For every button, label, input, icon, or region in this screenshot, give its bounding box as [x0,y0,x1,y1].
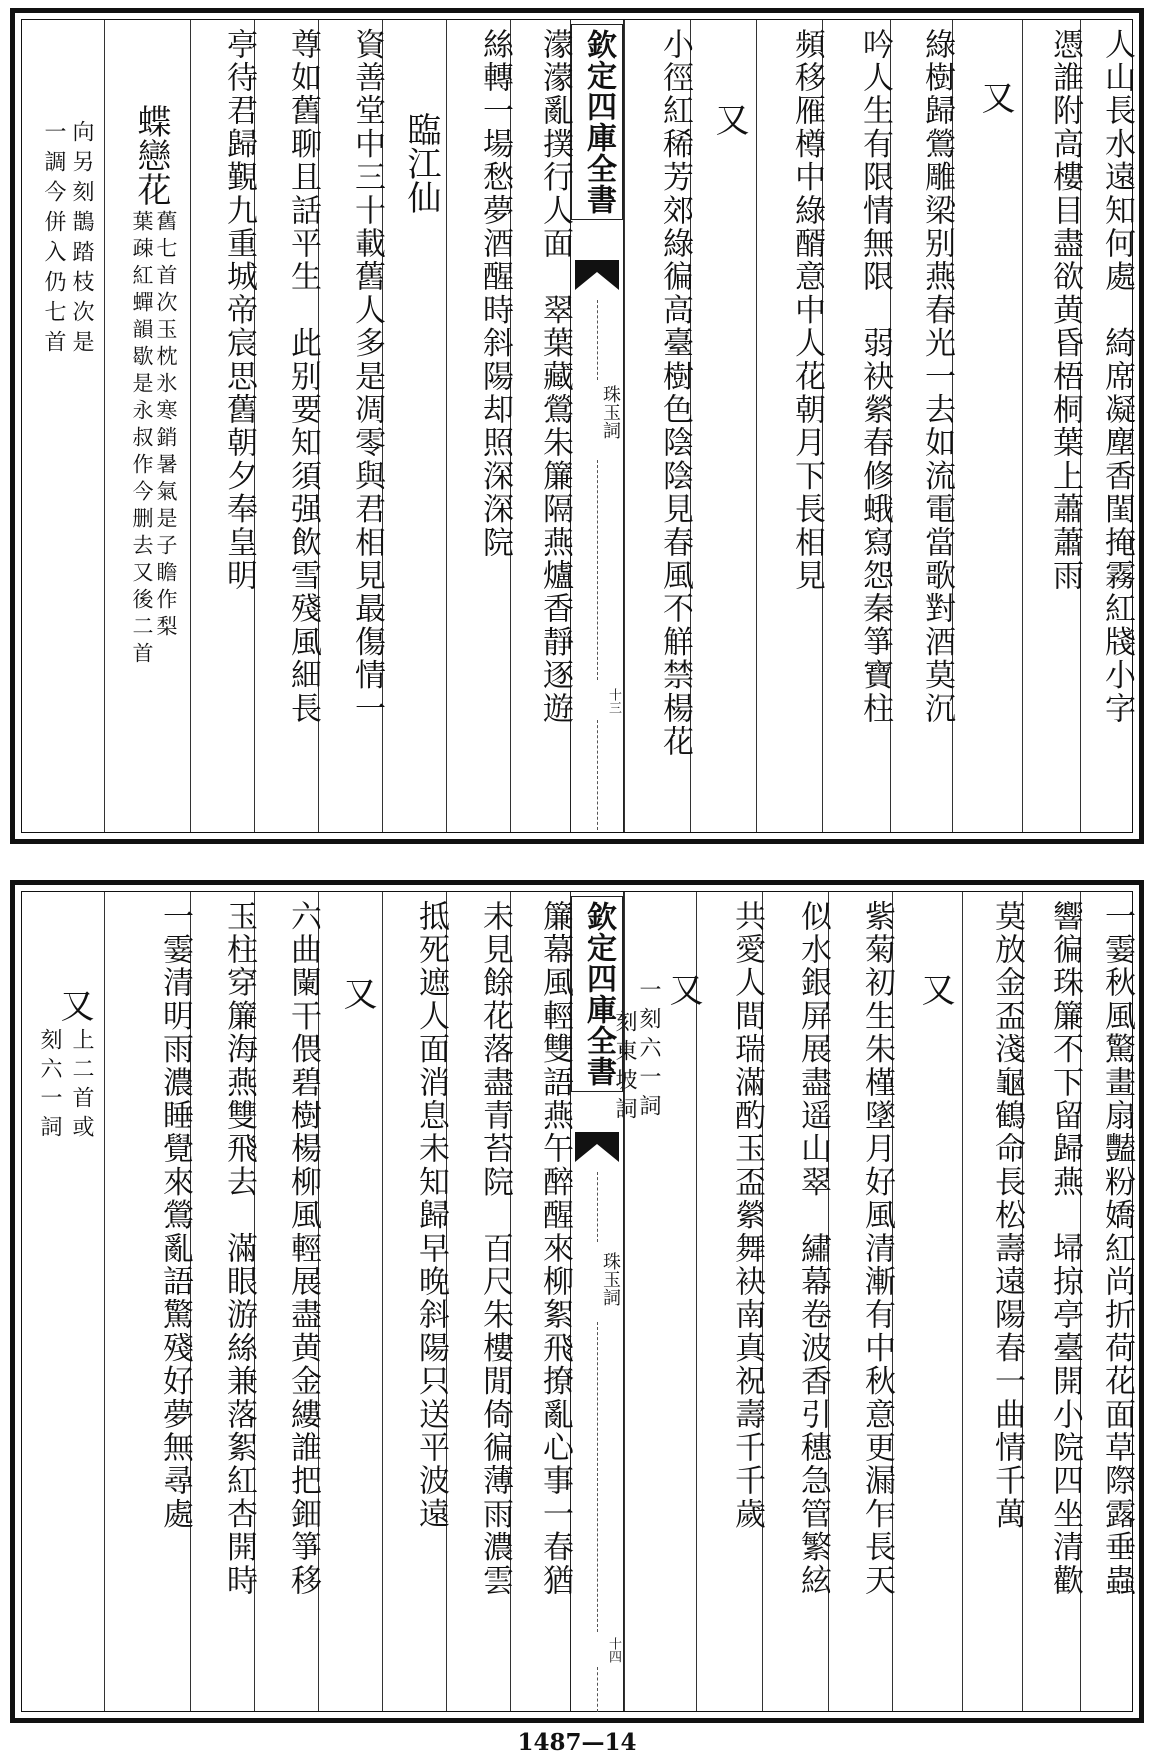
text-column [510,892,573,1711]
fish-tail-mark-icon [575,1132,619,1162]
column-text: 六曲闌干偎碧樹楊柳風輕展盡黄金縷誰把鈿箏移 [285,900,321,1598]
column-text: 未見餘花落盡青苔院 百尺朱樓閒倚徧薄雨濃雲 [477,900,513,1598]
text-column [254,20,321,832]
column-text: 莫放金盃淺龜鶴命長松壽遠陽春一曲情千萬 [989,900,1025,1531]
center-fold [570,20,624,832]
text-column [382,892,449,1711]
fish-tail-mark-icon [575,260,619,290]
text-frame-top [21,19,1133,833]
annotation-note: 葉疎紅蟬韻歇是永叔作今删去又後二首 [130,210,154,669]
title-column [104,20,190,832]
column-text: 似水銀屏展盡遥山翠 繡幕卷波香引穗急管繁絃 [795,900,831,1598]
text-column [962,892,1025,1711]
column-text: 一霎秋風驚畫扇豔粉嬌紅尚折荷花面草際露垂蟲 [1099,900,1135,1598]
section-heading: 又 [709,102,749,136]
page-block-top [10,8,1144,844]
text-column [952,20,1022,832]
section-heading: 又 [915,972,955,1006]
annotation-note: 舊七首次玉枕氷寒銷暑氣是子瞻作梨 [154,210,178,642]
text-column [690,20,756,832]
fold-rule [597,720,598,830]
text-column [1022,20,1083,832]
text-column [890,20,955,832]
annotation-note: 一刻六一詞 [636,978,661,1123]
column-text: 綠樹歸鶯雕梁别燕春光一去如流電當歌對酒莫沉 [919,28,955,726]
text-column [254,892,321,1711]
section-heading: 又 [54,988,94,1022]
text-column [624,20,693,832]
column-text: 玉柱穿簾海燕雙飛去 滿眼游絲兼落絮紅杏開時 [221,900,257,1598]
text-column [762,892,831,1711]
column-text: 紫菊初生朱槿墜月好風清漸有中秋意更漏乍長天 [859,900,895,1598]
text-column [892,892,962,1711]
text-column [1080,20,1135,832]
text-column [190,892,257,1711]
section-heading: 又 [975,80,1015,114]
column-text: 人山長水遠知何處 綺席凝塵香閨掩霧紅牋小字 [1099,28,1135,726]
note-column [22,20,104,832]
column-text: 一霎清明雨濃睡覺來鶯亂語驚殘好夢無尋處 [157,900,193,1531]
fold-leaf-number: 十四 [606,1637,621,1663]
text-column [1022,892,1083,1711]
fold-book-name: 珠玉詞 [600,385,621,439]
text-frame-bottom [21,891,1133,1712]
column-text: 尊如舊聊且話平生 此别要知須强飲雪殘風細長 [285,28,321,726]
column-text: 絲轉一場愁夢酒醒時斜陽却照深深院 [477,28,513,560]
fold-rule [597,460,598,680]
page-number: 1487—14 [517,1729,637,1756]
column-text: 吟人生有限情無限 弱袂縈春修蛾寫怨秦箏寶柱 [857,28,893,726]
text-column [382,20,446,832]
annotation-note: 刻六一詞 [37,1028,62,1144]
section-heading: 又 [337,976,377,1010]
column-text: 濛濛亂撲行人面 翠葉藏鶯朱簾隔燕爐香靜逐遊 [537,28,573,726]
poem-title: 蝶戀花 [131,104,171,206]
center-fold [570,892,624,1711]
fold-title: 欽定四庫全書 [571,896,623,1092]
fold-book-name: 珠玉詞 [600,1252,621,1306]
fold-rule [597,300,598,380]
fold-leaf-number: 十三 [606,688,621,714]
column-text: 頻移雁樽中綠醑意中人花朝月下長相見 [789,28,825,593]
column-text: 簾幕風輕雙語燕午醉醒來柳絮飛撩亂心事一春猶 [537,900,573,1598]
text-column [828,892,895,1711]
title-column [22,892,104,1711]
page-block-bottom [10,880,1144,1723]
fold-title: 欽定四庫全書 [571,24,623,220]
text-column [190,20,257,832]
annotation-note: 一調今併入仍七首 [41,120,66,360]
text-column [446,892,513,1711]
text-column [1080,892,1135,1711]
text-column [756,20,825,832]
fold-rule [597,1667,598,1712]
annotation-note: 向另刻鵲踏枝次是 [69,120,94,360]
column-text: 亭待君歸覲九重城帝宸思舊朝夕奉皇明 [221,28,257,593]
fold-rule [597,1172,598,1242]
column-text: 抵死遮人面消息未知歸早晚斜陽只送平波遠 [413,900,449,1531]
text-column [318,892,382,1711]
text-column [446,20,513,832]
column-text: 共愛人間瑞滿酌玉盃縈舞袂南真祝壽千千歲 [729,900,765,1531]
text-column [318,20,385,832]
fold-rule [597,1322,598,1632]
text-column [822,20,893,832]
section-heading: 又 [663,972,703,1006]
text-column [510,20,573,832]
annotation-note: 上二首或 [69,1028,94,1144]
text-column [696,892,765,1711]
column-text: 小徑紅稀芳郊綠徧高臺樹色陰陰見春風不觧禁楊花 [657,28,693,759]
text-column [104,892,193,1711]
column-text: 資善堂中三十載舊人多是凋零與君相見最傷情一 [349,28,385,726]
section-heading: 臨江仙 [401,112,441,214]
column-text: 響徧珠簾不下留歸燕 埽掠亭臺開小院四坐清歡 [1047,900,1083,1598]
column-text: 憑誰附高樓目盡欲黄昏梧桐葉上蕭蕭雨 [1047,28,1083,593]
annotation-note: 刻東坡詞 [612,1010,637,1126]
